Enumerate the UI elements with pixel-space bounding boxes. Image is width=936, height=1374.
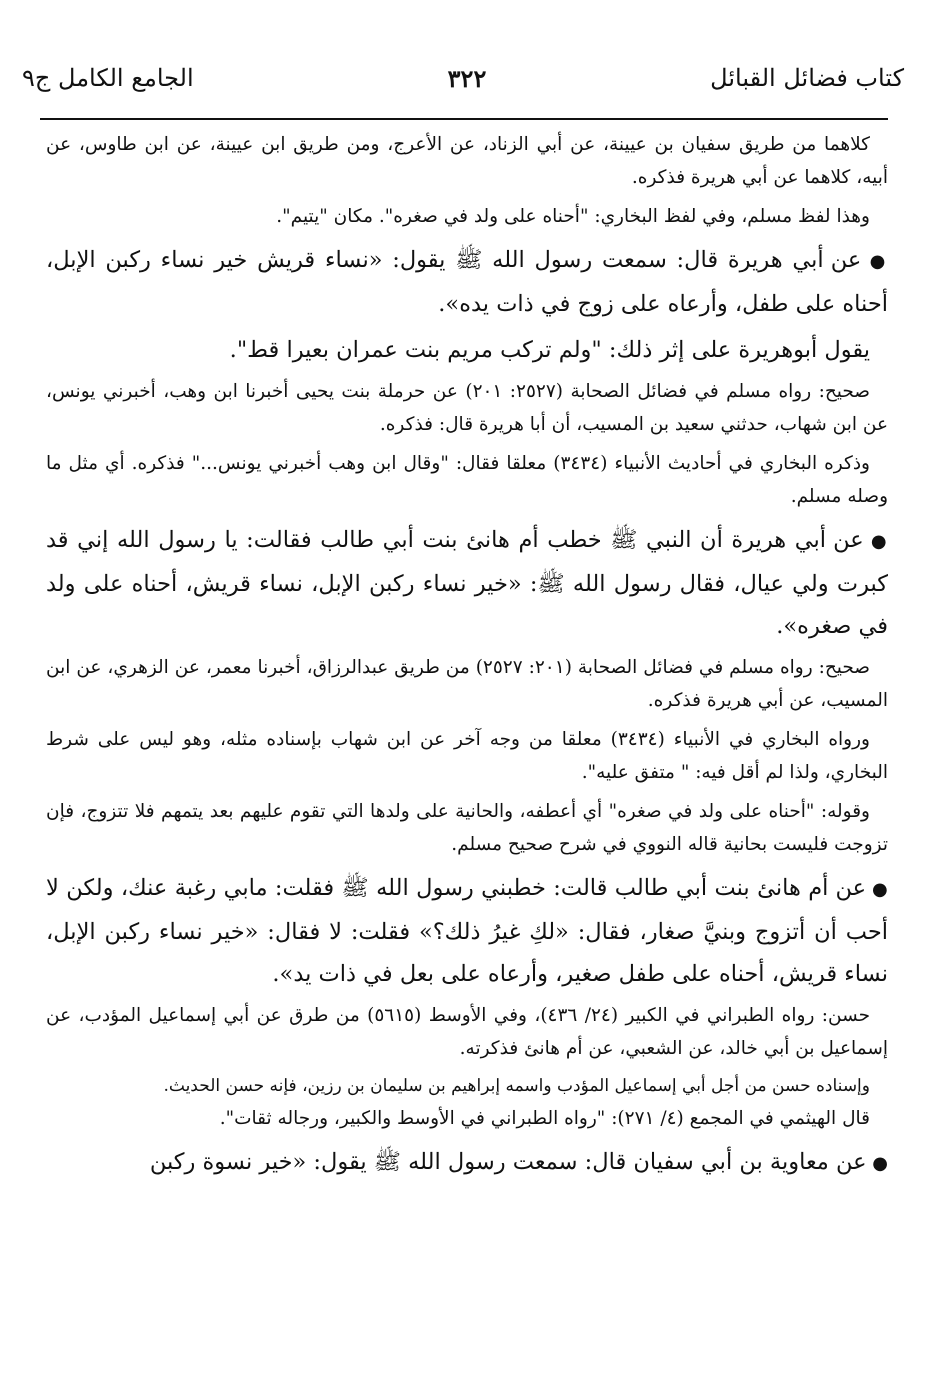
paragraph: كلاهما من طريق سفيان بن عيينة، عن أبي الزناد، عن الأعرج، ومن طريق ابن عيينة، عن ابن طاوس، عن أبيه، كلاهما عن أبي هريرة فذكره. bbox=[46, 134, 888, 188]
hadith-paragraph: ● عن معاوية بن أبي سفيان قال: سمعت رسول الله ﷺ يقول: «خير نسوة ركبن bbox=[46, 1141, 888, 1185]
hadith-paragraph: ● عن أبي هريرة أن النبي ﷺ خطب أم هانئ بنت أبي طالب فقالت: يا رسول الله إني قد كبرت ولي عيال، فقال رسول الله ﷺ: «خير نساء ركبن الإبل، نساء قريش، أحناه على ولد في صغره». bbox=[46, 519, 888, 647]
header-divider bbox=[40, 118, 888, 120]
paragraph: وقوله: "أحناه على ولد في صغره" أي أعطفه، والحانية على ولدها التي تقوم عليهم بعد يتمهم فلا تتزوج، فإن تزوجت فليست بحانية قاله النووي في شرح صحيح مسلم. bbox=[46, 801, 888, 855]
page-header bbox=[22, 58, 912, 110]
paragraph: وذكره البخاري في أحاديث الأنبياء (٣٤٣٤) معلقا فقال: "وقال ابن وهب أخبرني يونس..." فذكره. أي مثل ما وصله مسلم. bbox=[46, 453, 888, 507]
hadith-paragraph: ● عن أبي هريرة قال: سمعت رسول الله ﷺ يقول: «نساء قريش خير نساء ركبن الإبل، أحناه على طفل، وأرعاه على زوج في ذات يده». bbox=[46, 239, 888, 325]
paragraph: وإسناده حسن من أجل أبي إسماعيل المؤدب واسمه إبراهيم بن سليمان بن رزين، فإنه حسن الحديث. bbox=[163, 1076, 870, 1096]
collection-title: الجامع الكامل ج٩ bbox=[22, 64, 194, 92]
page-body bbox=[46, 128, 888, 1189]
hadith-paragraph: ● عن أم هانئ بنت أبي طالب قالت: خطبني رسول الله ﷺ فقلت: مابي رغبة عنك، ولكن لا أحب أن أتزوج وبنيَّ صغار، فقال: «لكِ غيرُ ذلك؟» فقلت: لا فقال: «خير نساء ركبن الإبل، نساء قريش، أحناه على طفل صغير، وأرعاه على بعل في ذات يد». bbox=[46, 867, 888, 995]
paragraph: ورواه البخاري في الأنبياء (٣٤٣٤) معلقا من وجه آخر عن ابن شهاب بإسناده مثله، وهو ليس على شرط البخاري، ولذا لم أقل فيه: " متفق عليه". bbox=[46, 729, 888, 783]
paragraph: وهذا لفظ مسلم، وفي لفظ البخاري: "أحناه على ولد في صغره". مكان "يتيم". bbox=[276, 206, 870, 227]
paragraph: يقول أبوهريرة على إثر ذلك: "ولم تركب مريم بنت عمران بعيرا قط". bbox=[229, 337, 870, 363]
paragraph: صحيح: رواه مسلم في فضائل الصحابة (٢٥٢٧: ٢٠١) عن حرملة بنت يحيى أخبرنا ابن وهب، أخبرني يونس، عن ابن شهاب، حدثني سعيد بن المسيب، أن أبا هريرة قال: فذكره. bbox=[46, 381, 888, 435]
paragraph: صحيح: رواه مسلم في فضائل الصحابة (٢٠١: ٢٥٢٧) من طريق عبدالرزاق، أخبرنا معمر، عن الزهري، عن ابن المسيب، عن أبي هريرة فذكره. bbox=[46, 657, 888, 711]
paragraph: قال الهيثمي في المجمع (٤/ ٢٧١): "رواه الطبراني في الأوسط والكبير، ورجاله ثقات". bbox=[219, 1108, 870, 1129]
book-title: كتاب فضائل القبائل bbox=[710, 64, 904, 92]
paragraph: حسن: رواه الطبراني في الكبير (٢٤/ ٤٣٦)، وفي الأوسط (٥٦١٥) من طرق عن أبي إسماعيل المؤدب، عن إسماعيل بن أبي خالد، عن الشعبي، عن أم هانئ فذكرته. bbox=[46, 1005, 888, 1059]
page-number: ٣٢٢ bbox=[447, 64, 487, 93]
